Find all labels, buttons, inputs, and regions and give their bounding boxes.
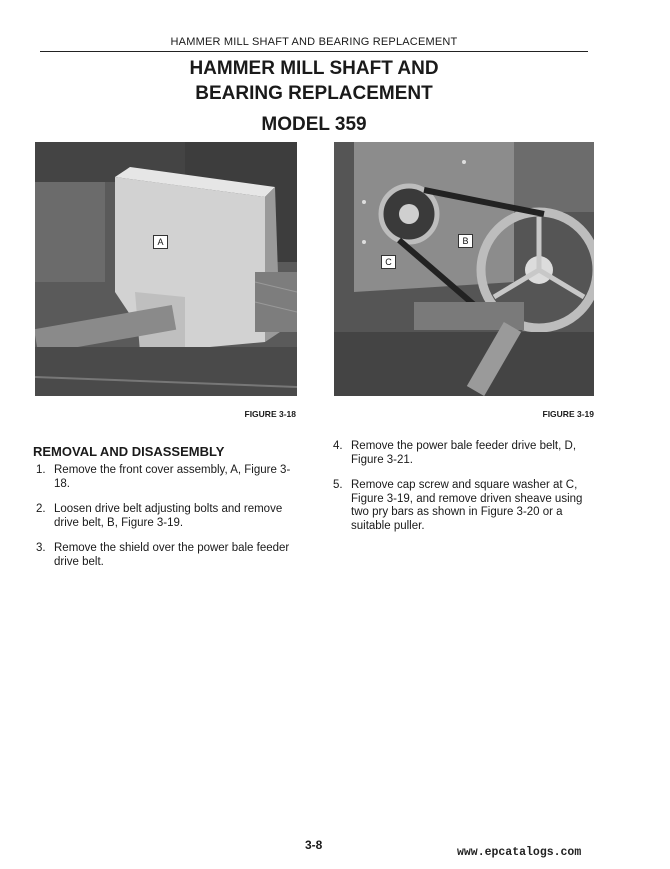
step-text: Remove cap screw and square washer at C, Figure 3-19, and remove driven sheave using two pry bars as shown in Figure 3-20 or a suitable puller. [351,479,583,532]
model-heading: MODEL 359 [261,114,367,135]
step-number: 2. [36,503,46,515]
figure-3-19-photo [334,142,594,396]
step-text: Loosen drive belt adjusting bolts and remove drive belt, B, Figure 3-19. [54,503,283,529]
step-3 [36,542,298,569]
step-text: Remove the power bale feeder drive belt, D, Figure 3-21. [351,440,577,466]
step-4 [333,440,595,467]
step-5 [333,479,595,533]
callout-a: A [153,235,168,249]
figure-3-18-photo [35,142,297,396]
section-heading: REMOVAL AND DISASSEMBLY [33,444,225,459]
step-number: 4. [333,440,343,452]
step-1 [36,464,298,491]
title-line-1: HAMMER MILL SHAFT AND [189,58,439,79]
callout-c: C [381,255,396,269]
steps-left-column [36,464,298,581]
title-line-2: BEARING REPLACEMENT [195,83,433,104]
step-number: 5. [333,479,343,491]
page-title [40,56,588,106]
callout-b: B [458,234,473,248]
steps-right-column [333,440,595,545]
step-text: Remove the front cover assembly, A, Figure 3-18. [54,464,291,490]
page-number: 3-8 [305,838,323,852]
step-text: Remove the shield over the power bale feeder drive belt. [54,542,290,568]
watermark-link[interactable]: www.epcatalogs.com [457,846,582,859]
step-2 [36,503,298,530]
figure-3-18-caption: FIGURE 3-18 [244,409,296,419]
figure-3-19-caption: FIGURE 3-19 [542,409,594,419]
header-rule [40,51,588,52]
step-number: 1. [36,464,46,476]
running-header: HAMMER MILL SHAFT AND BEARING REPLACEMENT [170,36,458,48]
step-number: 3. [36,542,46,554]
